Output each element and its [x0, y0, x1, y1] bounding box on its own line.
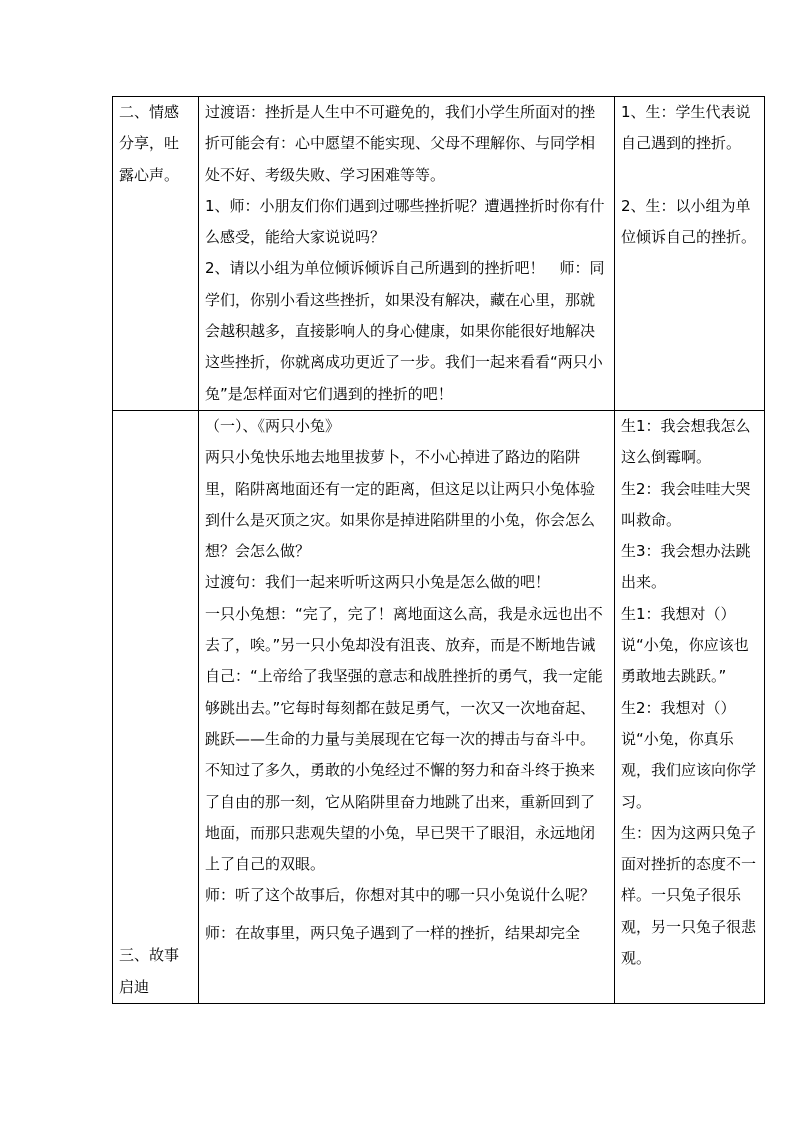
paragraph: 过渡句：我们一起来听听这两只小兔是怎么做的吧！ — [205, 573, 551, 592]
paragraph: 师：听了这个故事后，你想对其中的哪一只小兔说什么呢？ — [205, 886, 596, 905]
paragraph: 不知过了多久，勇敢的小兔经过不懈的努力和奋斗终于换来了自由的那一刻，它从陷阱里奋力地跳了出来，重新回到了地面，而那只悲观失望的小兔，早已哭干了眼泪，永远地闭上了自己的双眼。 — [205, 761, 596, 874]
paragraph: 两只小兔快乐地去地里拔萝卜，不小心掉进了路边的陷阱里，陷阱离地面还有一定的距离，但这足以让两只小兔体验到什么是灭顶之灾。如果你是掉进陷阱里的小兔，你会怎么想？会怎么做？ — [205, 448, 596, 561]
paragraph: 生1：我想对（）说“小兔，你应该也勇敢地去跳跃。” — [621, 604, 749, 686]
paragraph: 师：在故事里，两只兔子遇到了一样的挫折，结果却完全 — [205, 923, 581, 942]
paragraph: 过渡语：挫折是人生中不可避免的，我们小学生所面对的挫折可能会有：心中愿望不能实现、父母不理解你、与同学相处不好、考级失败、学习困难等等。 — [205, 103, 596, 184]
paragraph: 1、师：小朋友们你们遇到过哪些挫折呢？遭遇挫折时你有什么感受，能给大家说说吗？ — [205, 196, 605, 247]
table-row — [113, 411, 765, 1004]
paragraph: 1、生：学生代表说自己遇到的挫折。 — [621, 103, 751, 153]
paragraph: 生1：我会想我怎么这么倒霉啊。 — [621, 417, 751, 467]
teacher-activity-cell — [199, 411, 615, 1004]
paragraph: 2、生：以小组为单位倾诉自己的挫折。 — [621, 196, 757, 246]
teacher-activity-cell — [199, 97, 615, 411]
stage-cell: 二、情感分享，吐露心声。 — [113, 97, 199, 411]
student-activity-cell — [615, 411, 765, 1004]
paragraph: 生2：我会哇哇大哭叫救命。 — [621, 479, 751, 529]
section-heading: （一）、《两只小兔》 — [205, 417, 341, 435]
paragraph: 2、请以小组为单位倾诉倾诉自己所遇到的挫折吧！ 师：同学们，你别小看这些挫折，如果没有解决，藏在心里，那就会越积越多，直接影响人的身心健康，如果你能很好地解决这些挫折，你就离成功更近了一步。我们一起来看看“两只小兔”是怎样面对它们遇到的挫折的吧！ — [205, 259, 605, 403]
stage-cell: 三、故事启迪 — [113, 411, 199, 1004]
paragraph: 生3：我会想办法跳出来。 — [621, 542, 751, 592]
paragraph: 生2：我想对（）说“小兔，你真乐观，我们应该向你学习。 — [621, 698, 757, 811]
lesson-plan-table — [112, 96, 765, 1004]
student-activity-cell — [615, 97, 765, 411]
paragraph: 生：因为这两只兔子面对挫折的态度不一样。一只兔子很乐观，另一只兔子很悲观。 — [621, 823, 757, 968]
table-row — [113, 97, 765, 411]
paragraph: 一只小兔想：“完了，完了！离地面这么高，我是永远也出不去了，唉。”另一只小兔却没有沮丧、放弃，而是不断地告诫自己：“上帝给了我坚强的意志和战胜挫折的勇气，我一定能够跳出去。”它每时每刻都在鼓足勇气，一次又一次地奋起、跳跃——生命的力量与美展现在它每一次的搏击与奋斗中。 — [205, 604, 603, 748]
